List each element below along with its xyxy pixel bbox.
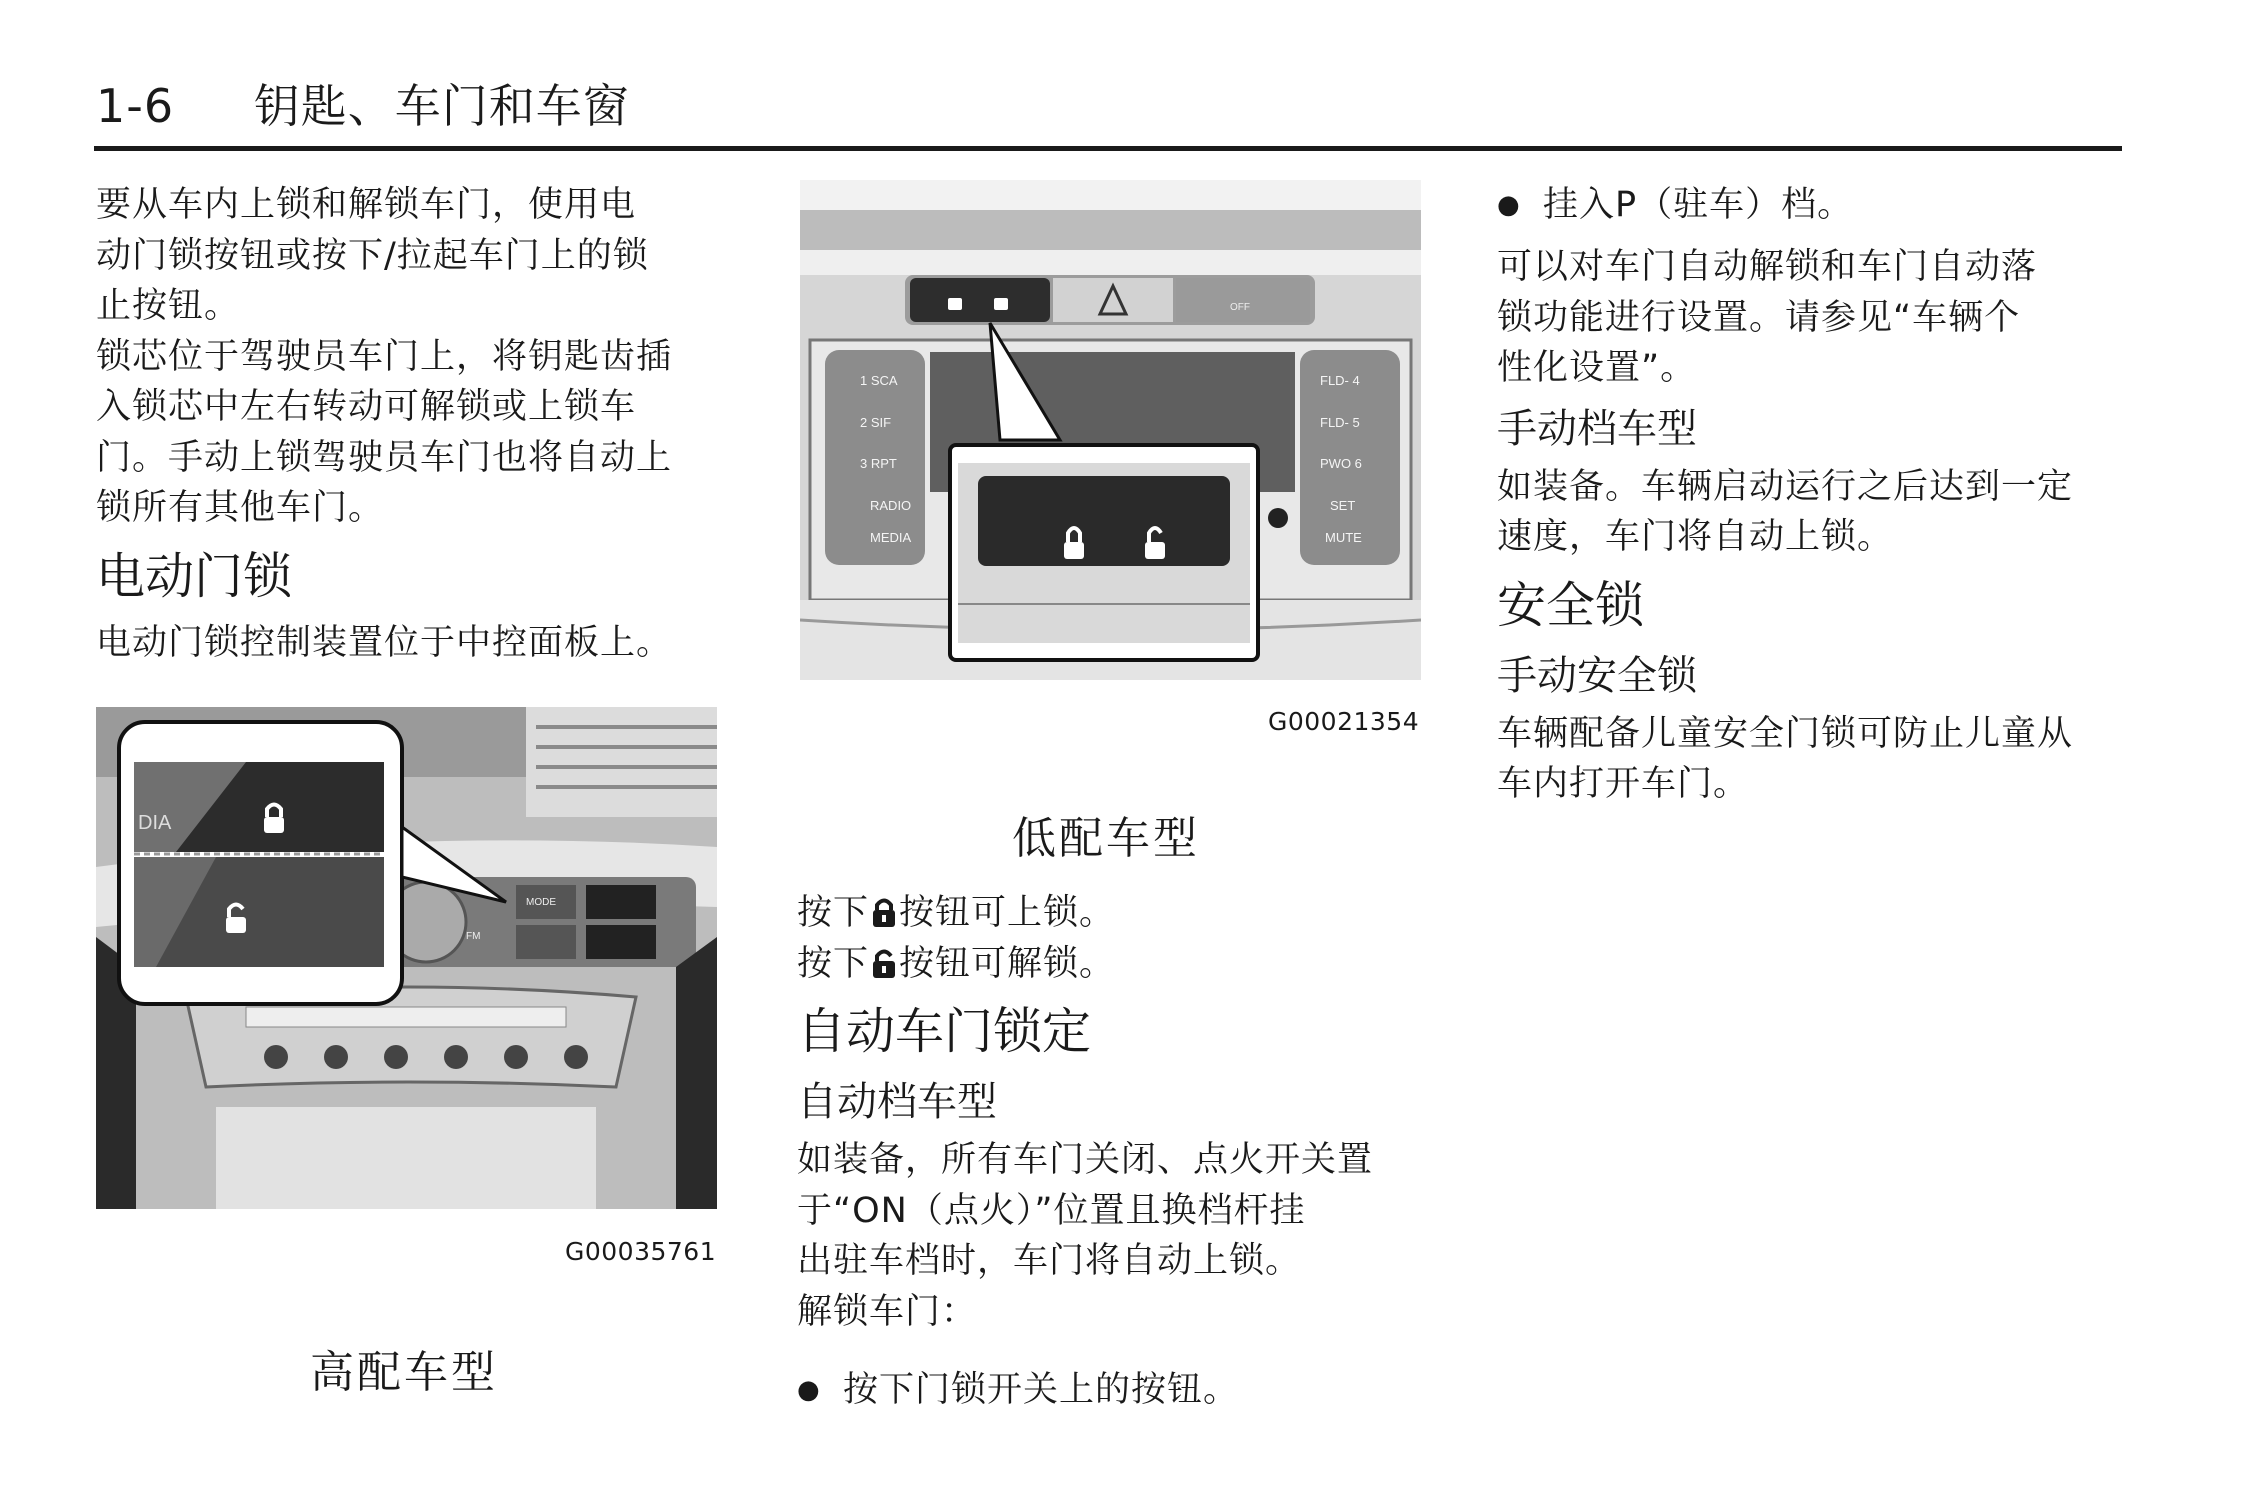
list-item: ● 挂入P（驻车）档。 [1497, 180, 2137, 230]
list-item: ● 按下门锁开关上的按钮。 [797, 1365, 1437, 1415]
radio-label: RADIO [870, 498, 912, 513]
media-label: MEDIA [870, 530, 912, 545]
figure-caption: 高配车型 [310, 1347, 498, 1398]
lock-cylinder-paragraph [96, 332, 736, 534]
text-fragment: 按钮可解锁。 [899, 943, 1116, 984]
heading-power-door-locks: 电动门锁 [96, 547, 293, 605]
heading-safety-lock: 安全锁 [1497, 576, 1645, 634]
text-line: 出驻车档时，车门将自动上锁。 [797, 1241, 1302, 1281]
chapter-title: 钥匙、车门和车窗 [253, 79, 630, 133]
figure-code: G00021354 [1268, 707, 1420, 736]
radio-panel-illustration [800, 180, 1421, 680]
figure-low-trim [800, 180, 1421, 680]
preset-1: 1 SCA [860, 373, 898, 388]
center-console-illustration [96, 707, 717, 1209]
text-line: 锁所有其他车门。 [96, 488, 385, 528]
auto-lock-paragraph [797, 1135, 1437, 1337]
mute-label: MUTE [1325, 530, 1362, 545]
text-line: 门。手动上锁驾驶员车门也将自动上 [96, 437, 673, 478]
text-line: 锁功能进行设置。请参见“车辆个 [1497, 297, 2021, 338]
text-fragment: 按下 [797, 893, 870, 933]
manual-lock-paragraph [1497, 462, 2137, 563]
text-line: 止按钮。 [96, 286, 241, 326]
preset-2: 2 SIF [860, 415, 892, 430]
header-rule [94, 146, 2122, 151]
heading-auto-door-lock: 自动车门锁定 [797, 1003, 1092, 1060]
heading-manual-safety-lock: 手动安全锁 [1497, 652, 1697, 699]
preset-3: 3 RPT [860, 456, 897, 471]
off-label: OFF [1230, 302, 1250, 313]
column-right [1497, 180, 2137, 810]
column-middle [797, 888, 1437, 1415]
page-header [96, 70, 630, 136]
preset-4: FLD- 4 [1320, 373, 1360, 388]
figure-high-trim [96, 707, 717, 1209]
figure-code: G00035761 [565, 1237, 717, 1266]
text-line: 车辆配备儿童安全门锁可防止儿童从 [1497, 713, 2074, 754]
power-lock-location: 电动门锁控制装置位于中控面板上。 [96, 622, 673, 663]
page-number: 1-6 [96, 79, 175, 133]
preset-6: PWO 6 [1320, 456, 1362, 471]
text-line: 如装备。车辆启动运行之后达到一定 [1497, 466, 2074, 507]
text-line: 解锁车门： [797, 1291, 978, 1332]
mode-label: MODE [526, 897, 556, 908]
lock-icon [871, 892, 897, 924]
text-line: 速度，车门将自动上锁。 [1497, 517, 1894, 557]
text-line: 车内打开车门。 [1497, 764, 1750, 804]
heading-manual-transmission: 手动档车型 [1497, 405, 1697, 452]
child-lock-paragraph [1497, 709, 2137, 810]
text-fragment: 按钮可上锁。 [899, 893, 1116, 933]
text-line: 可以对车门自动解锁和车门自动落 [1497, 247, 2038, 287]
unlock-icon [871, 943, 897, 975]
set-label: SET [1330, 498, 1356, 513]
text-line: 入锁芯中左右转动可解锁或上锁车 [96, 387, 637, 427]
text-line: 于“ON（点火）”位置且换档杆挂 [797, 1190, 1306, 1231]
text-fragment: 按下 [797, 943, 870, 984]
figure-caption: 低配车型 [1012, 813, 1200, 864]
lock-instruction [797, 888, 1437, 939]
intro-paragraph [96, 180, 736, 332]
unlock-instruction [797, 939, 1437, 990]
text-line: 动门锁按钮或按下/拉起车门上的锁 [96, 235, 649, 276]
heading-automatic-transmission: 自动档车型 [797, 1079, 997, 1125]
preset-5: FLD- 5 [1320, 415, 1360, 430]
text-line: 要从车内上锁和解锁车门，使用电 [96, 185, 637, 225]
text-line: 锁芯位于驾驶员车门上，将钥匙齿插 [96, 336, 673, 377]
column-left [96, 180, 736, 668]
settings-paragraph [1497, 242, 2137, 394]
dia-label: DIA [138, 812, 172, 834]
fm-label: FM [466, 931, 481, 942]
text-line: 性化设置”。 [1497, 348, 1697, 388]
text-line: 如装备，所有车门关闭、点火开关置 [797, 1140, 1374, 1180]
